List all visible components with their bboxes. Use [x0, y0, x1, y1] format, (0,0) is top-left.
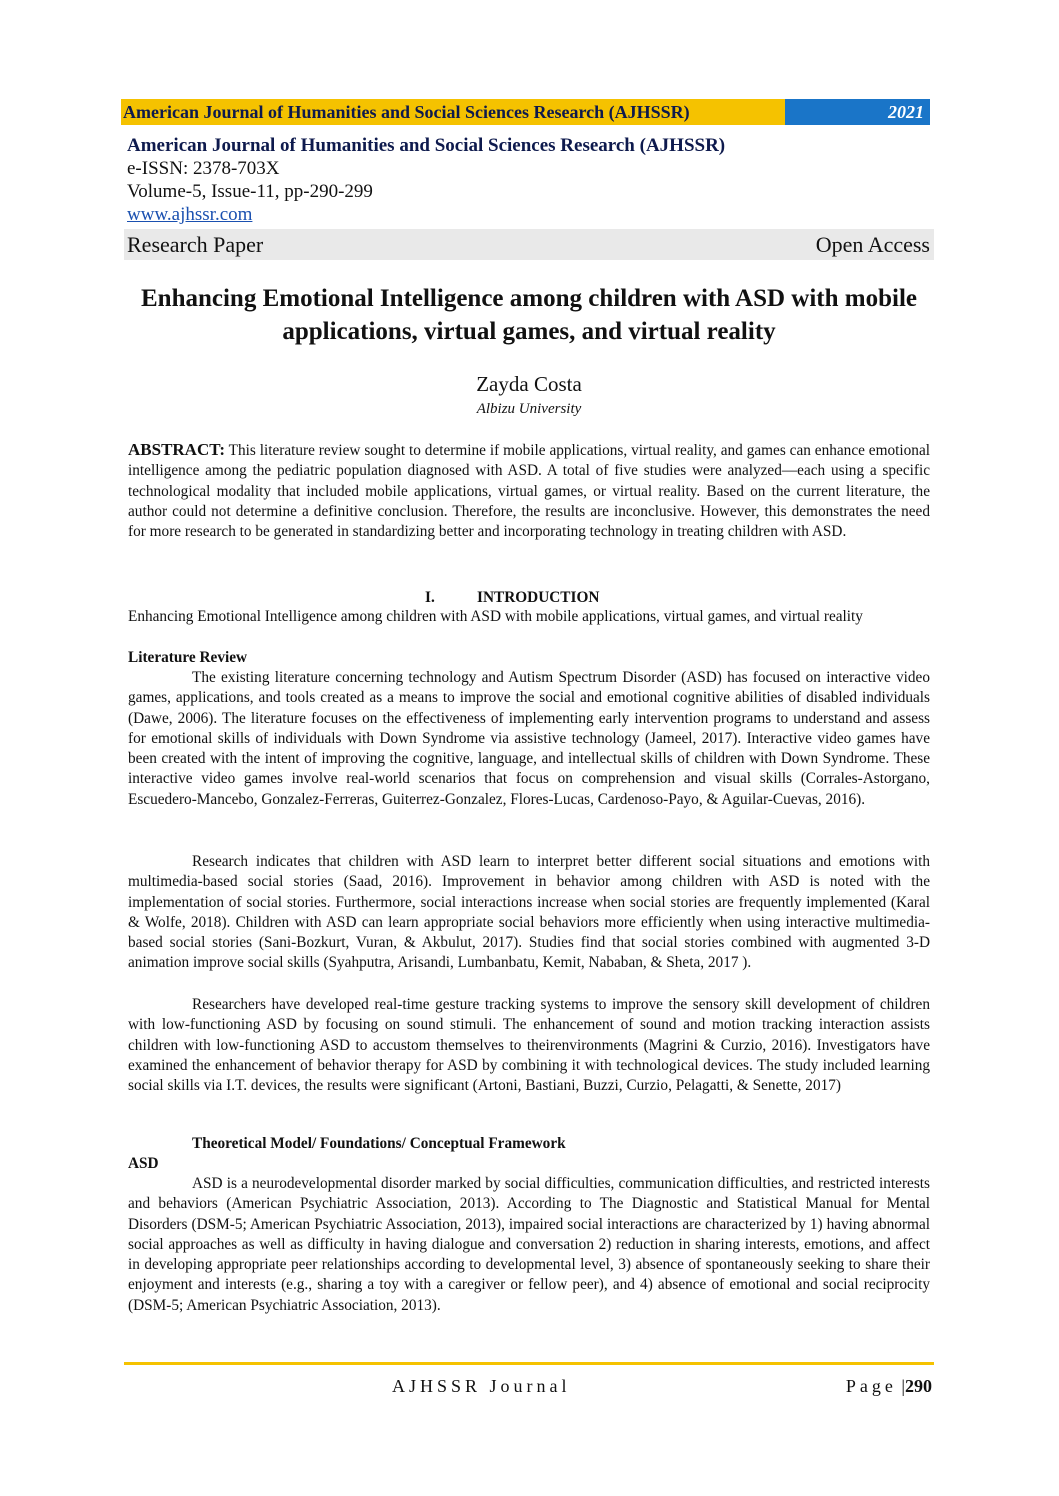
paragraph: Researchers have developed real-time gesture tracking systems to improve the sensory skill development of children with low-functioning ASD by focusing on sound stimuli. The enhancement of sound and motion tracking interaction assists children with low-functioning ASD to accustom themselves to theirenvironments (Magrini & Curzio, 2016). Investigators have examined the enhancement of behavior therapy for ASD by combining it with technological devices. The study included learning social skills via I.T. devices, the results were significant (Artoni, Bastiani, Buzzi, Curzio, Pelagatti, & Senette, 2017) — [128, 996, 930, 1095]
author-affiliation: Albizu University — [476, 401, 582, 417]
footer-page — [846, 1376, 932, 1397]
paper-type-bar — [124, 229, 934, 260]
footer-divider — [124, 1362, 934, 1365]
abstract-label: ABSTRACT: — [128, 440, 225, 459]
literature-review-heading: Literature Review — [128, 649, 248, 666]
abstract — [128, 440, 930, 542]
asd-heading: ASD — [128, 1155, 159, 1172]
page-number: 290 — [905, 1376, 932, 1396]
paragraph: Research indicates that children with ASD learn to interpret better different social situations and emotions with multimedia-based social stories (Saad, 2016). Improvement in behavior among children with ASD is noted with the implementation of social stories. Furthermore, social interactions increase when social stories are frequently implemented (Karal & Wolfe, 2018). Children with ASD can learn appropriate social behaviors more efficiently when using interactive multimedia-based social stories (Sani-Bozkurt, Vuran, & Akbulut, 2017). Studies find that social stories combined with augmented 3-D animation improve social skills (Syahputra, Arisandi, Lumbanbatu, Kemit, Nababan, & Sheta, 2017 ). — [128, 853, 930, 972]
abstract-text: This literature review sought to determine if mobile applications, virtual reality, and games can enhance emotional intelligence among the pediatric population diagnosed with ASD. A total of five studies were analyzed—each using a specific technological modality that included mobile applications, virtual games, or virtual reality. Based on the current literature, the author could not determine a definitive conclusion. Therefore, the results are inconclusive. However, this demonstrates the need for more research to be generated in standardizing better and incorporating technology in treating children with ASD. — [128, 442, 930, 541]
issn-value: 2378-703X — [192, 158, 280, 179]
paragraph: ASD is a neurodevelopmental disorder marked by social difficulties, communication difficulties, and restricted interests and behaviors (American Psychiatric Association, 2013). According to The Diagnostic and Statistical Manual for Mental Disorders (DSM-5; American Psychiatric Association, 2013), impaired social interactions are characterized by 1) having abnormal social approaches as well as difficulty in having dialogue and conversation 2) reduction in sharing interests, emotions, and affect in developing appropriate peer relationships according to developmental level, 3) absence of spontaneously seeking to share their enjoyment and interests (e.g., sharing a toy with a caregiver or fellow peer), and 4) absence of emotional and social reciprocity (DSM-5; American Psychiatric Association, 2013). — [128, 1175, 930, 1314]
access-type: Open Access — [815, 232, 930, 257]
section-label: INTRODUCTION — [477, 589, 600, 606]
header-journal-name: American Journal of Humanities and Social Sciences Research (AJHSSR) — [121, 99, 785, 125]
paper-type: Research Paper — [127, 232, 264, 257]
header-year: 2021 — [785, 99, 930, 125]
author-name: Zayda Costa — [476, 372, 582, 396]
paragraph: The existing literature concerning technology and Autism Spectrum Disorder (ASD) has focused on interactive video games, applications, and tools created as a means to improve the social and emotional cognitive abilities of disabled individuals (Dawe, 2006). The literature focuses on the effectiveness of implementing early intervention programs to understand and assess for emotional skills of individuals with Down Syndrome via assistive technology (Jameel, 2017). Interactive video games have been created with the intent of improving the cognitive, language, and intellectual skills of children with Down Syndrome. These interactive video games involve real-world scenarios that focus on comprehension and visual skills (Corrales-Astorgano, Escuedero-Mancebo, Gonzalez-Ferreras, Guiterrez-Gonzalez, Flores-Lucas, Cardenoso-Payo, & Aguilar-Cuevas, 2016). — [128, 669, 930, 808]
journal-name: American Journal of Humanities and Social Sciences Research (AJHSSR) — [127, 135, 726, 156]
issn-label: e-ISSN: — [127, 158, 189, 179]
volume-info: Volume-5, Issue-11, pp-290-299 — [127, 181, 373, 202]
footer-journal: AJHSSR Journal — [392, 1376, 571, 1396]
paper-title: Enhancing Emotional Intelligence among children with ASD with mobile applications, virtual games, and virtual reality — [140, 285, 917, 345]
section-number: I. — [425, 589, 435, 606]
website-link[interactable]: www.ajhssr.com — [127, 204, 253, 225]
theoretical-heading: Theoretical Model/ Foundations/ Conceptual Framework — [192, 1135, 566, 1152]
page-label: Page — [845, 1376, 897, 1396]
header-band — [121, 99, 930, 125]
page-separator: | — [901, 1376, 905, 1396]
introduction-subtitle: Enhancing Emotional Intelligence among children with ASD with mobile applications, virtual games, and virtual reality — [128, 608, 863, 625]
issn — [127, 157, 280, 180]
